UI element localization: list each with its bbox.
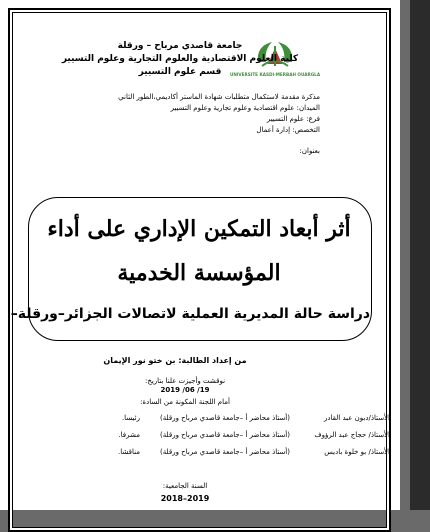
thesis-subtitle: دراسة حالة المديرية العملية لاتصالات الجزائر–ورقلة– (10, 306, 370, 322)
student-name: من إعداد الطالبة: بن ختو نور الإيمان (103, 356, 247, 365)
memo-branch: فرع: علوم التسيير (266, 115, 320, 123)
jury-row (90, 414, 390, 431)
thesis-title-line2: المؤسسة الخدمية (117, 260, 281, 286)
jury-rank: (أستاذ محاضر أ –جامعة قاصدي مرباح ورقلة) (160, 414, 290, 422)
jury-rank: (أستاذ محاضر أ –جامعة قاصدي مرباح ورقلة) (160, 431, 290, 439)
memo-info (118, 92, 320, 136)
department-name: قسم علوم التسيير (138, 67, 222, 77)
university-header (60, 40, 300, 79)
jury-row (90, 448, 390, 465)
jury-name: الأستاذ/دبون عبد القادر (323, 414, 390, 422)
jury-role: رئيسا. (121, 414, 140, 422)
jury-name: الأستاذ/ بو خلوة باديس (324, 448, 390, 456)
faculty-name: كلية العلوم الاقتصادية والعلوم التجارية وعلوم التسيير (61, 54, 299, 64)
university-name: جامعة قاصدي مرباح – ورقلة (117, 41, 243, 51)
seal-text: UNIVERSITE KASDI-MERBAH OUARGLA (229, 72, 321, 77)
jury-name: الأستاذ/ حجاج عبد الرؤوف (314, 431, 390, 439)
memo-purpose: مذكرة مقدمة لاستكمال متطلبات شهادة الماستر أكاديمي،الطور الثاني (118, 93, 320, 101)
jury-role: مشرفا. (118, 431, 140, 439)
title-intro: بعنوان: (299, 147, 320, 155)
defense-text: نوقشت وأجيزت علنا بتاريخ: (144, 377, 226, 385)
jury-role: مناقشا. (118, 448, 140, 456)
thesis-title-line1: أثر أبعاد التمكين الإداري على أداء (47, 216, 351, 242)
jury-rank: (أستاذ محاضر أ –جامعة قاصدي مرباح ورقلة) (160, 448, 290, 456)
memo-field: الميدان: علوم اقتصادية وعلوم تجارية وعلوم التسيير (170, 104, 320, 112)
academic-year-label: السنة الجامعية: (162, 482, 208, 490)
jury-list (90, 414, 390, 465)
jury-row (90, 431, 390, 448)
jury-header: أمام اللجنة المكونة من السادة: (140, 398, 230, 406)
defense-date: 19/ 06/ 2019 (160, 386, 210, 394)
academic-year: 2019–2018 (160, 494, 210, 503)
viewer-background (410, 0, 430, 510)
memo-specialty: التخصص: إدارة أعمال (256, 126, 320, 134)
